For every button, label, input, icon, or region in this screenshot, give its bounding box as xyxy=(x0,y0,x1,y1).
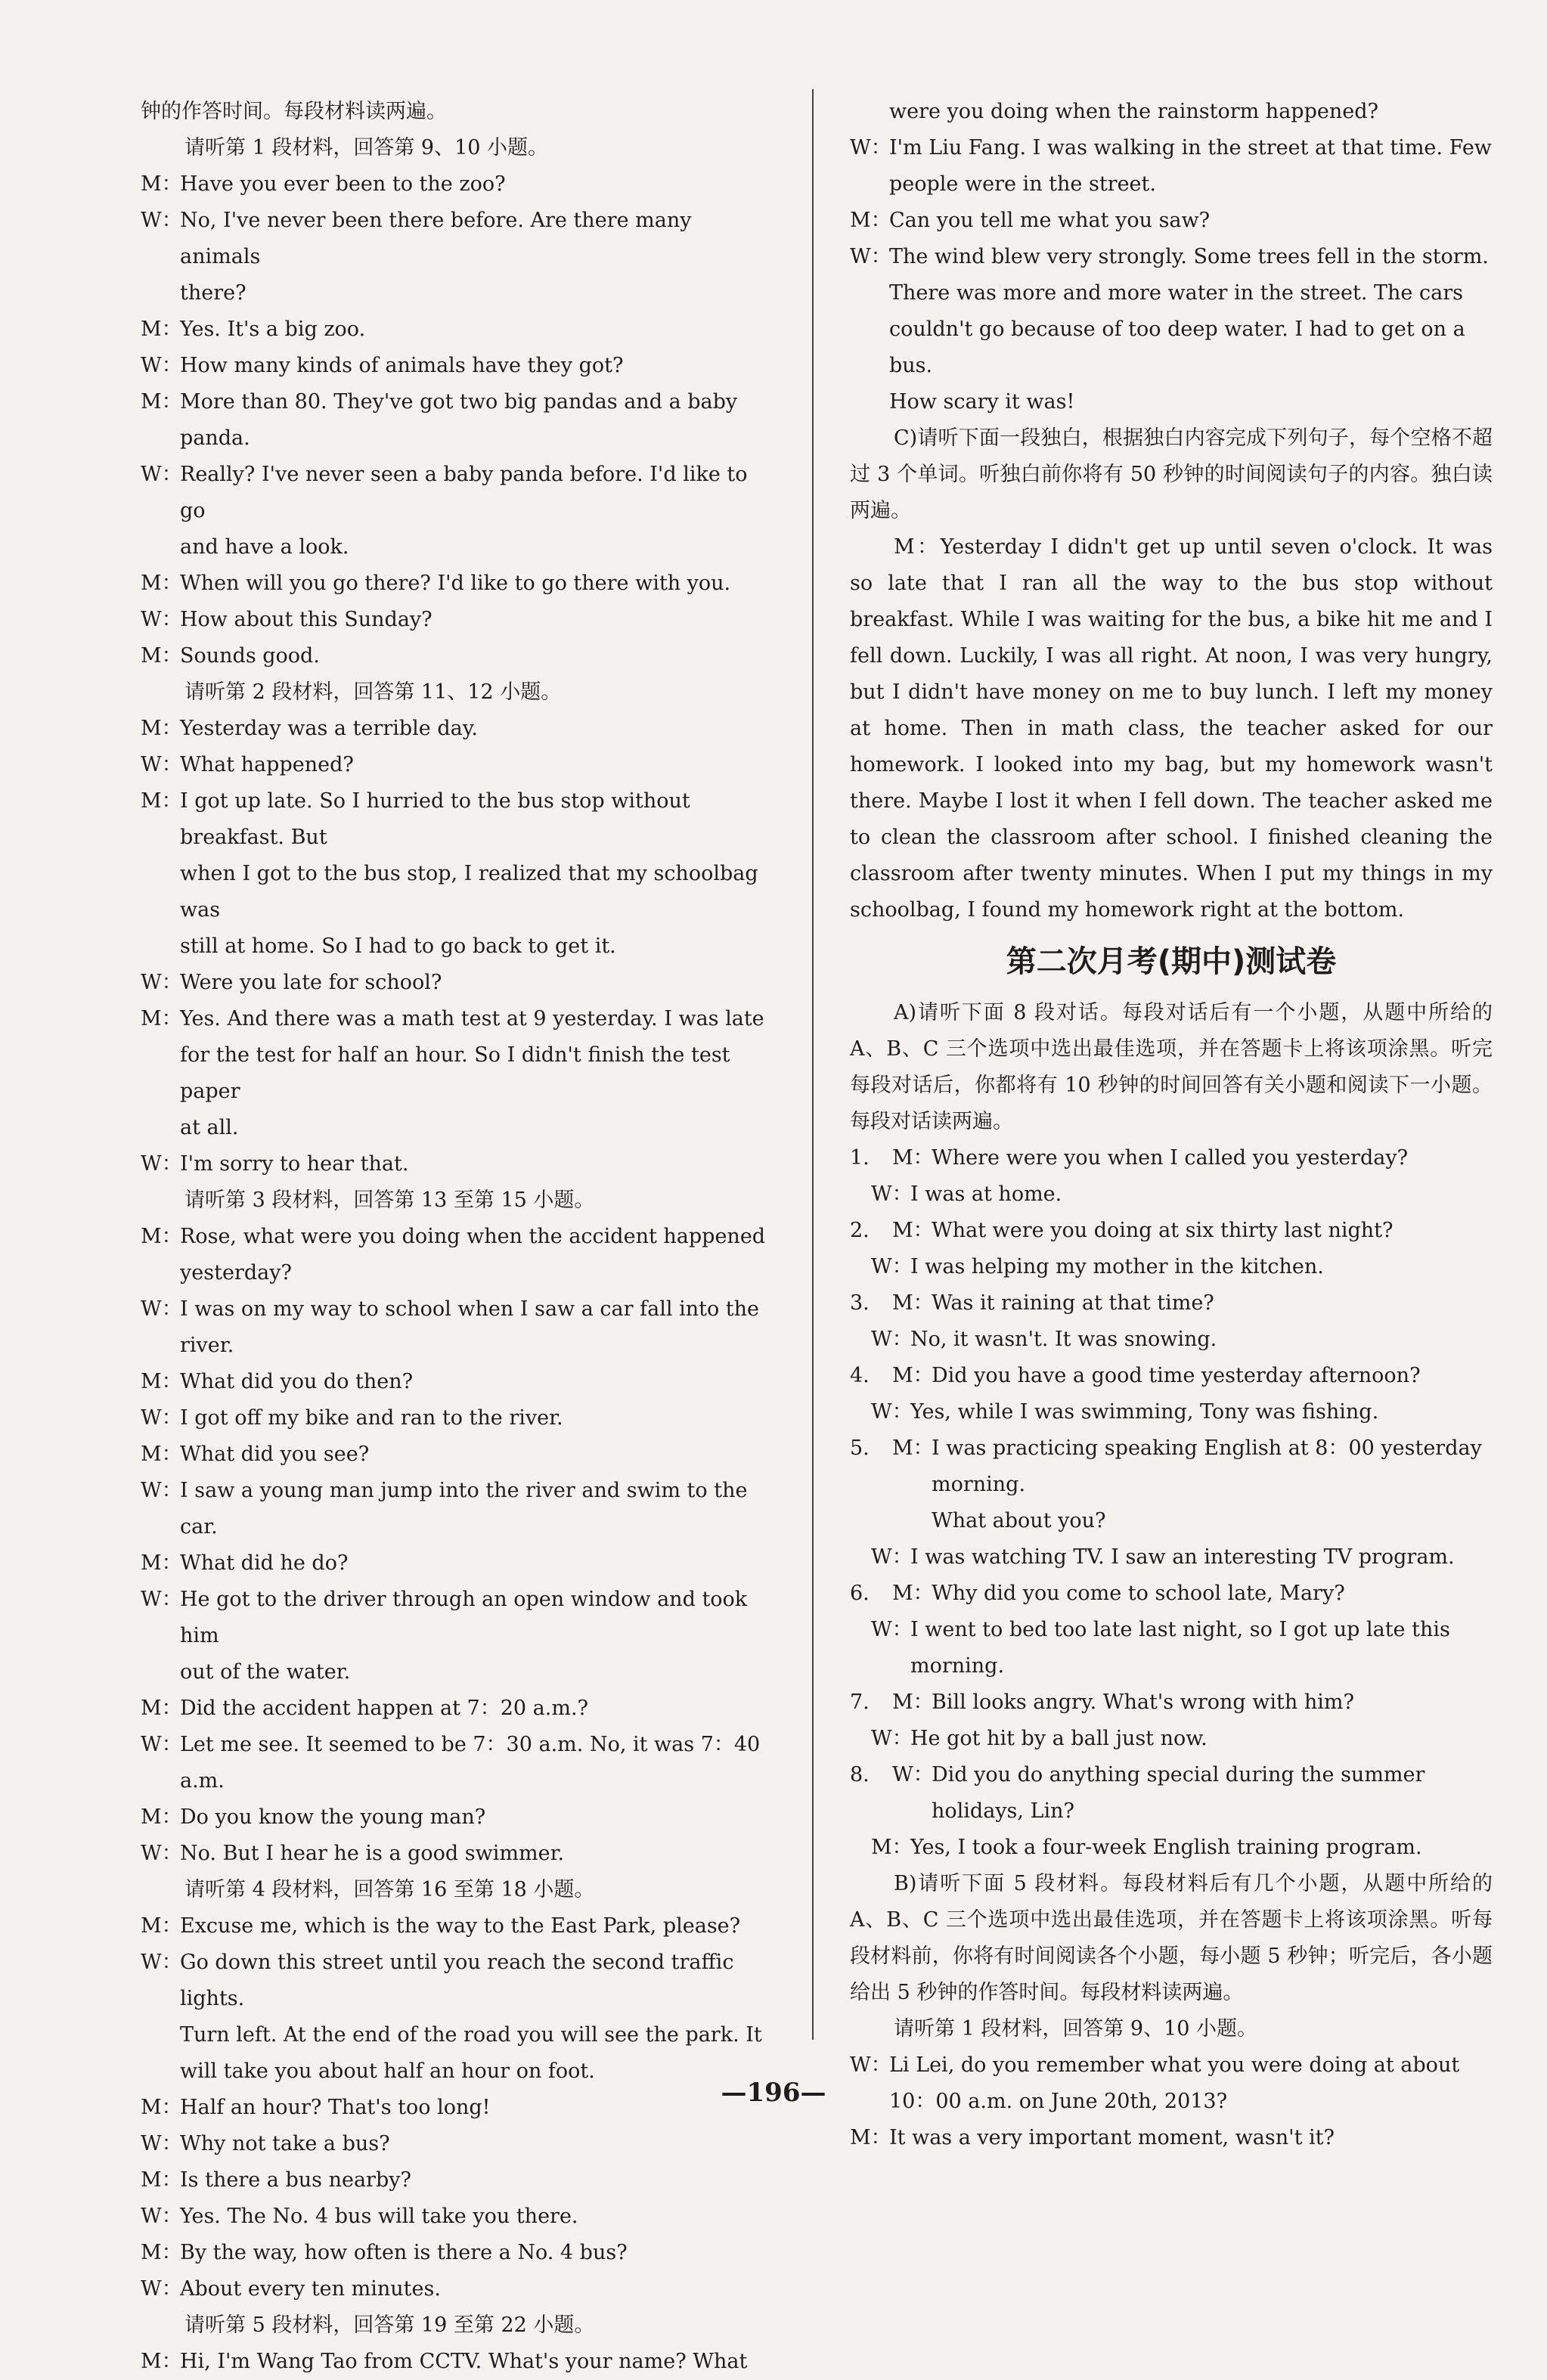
utterance-text: By the way, how often is there a No. 4 bus? xyxy=(180,2241,628,2264)
dialogue-line xyxy=(141,747,776,783)
dialogue-line xyxy=(141,1110,776,1146)
speaker-label xyxy=(141,1110,180,1146)
question-number: 4. xyxy=(850,1364,870,1387)
utterance-text: people were in the street. xyxy=(889,172,1156,196)
dialogue-line xyxy=(850,239,1493,275)
utterance-text: What were you doing at six thirty last night? xyxy=(932,1219,1394,1242)
dialogue-line xyxy=(141,2344,776,2380)
question-number: 7. xyxy=(850,1690,870,1714)
speaker-label: M： xyxy=(892,1219,934,1242)
speaker-label xyxy=(850,275,889,311)
dialogue-line xyxy=(141,1436,776,1473)
dialogue-line xyxy=(141,1473,776,1545)
utterance-text: I got up late. So I hurried to the bus stop without breakfast. But xyxy=(180,789,690,849)
speaker-label: M： xyxy=(141,644,182,668)
question-line xyxy=(850,1684,1493,1721)
speaker-label: W： xyxy=(141,2205,182,2228)
speaker-label: M： xyxy=(892,1690,934,1714)
dialogue-line xyxy=(141,420,776,457)
dialogue-line xyxy=(141,1908,776,1945)
speaker-label: M： xyxy=(141,789,182,813)
speaker-label: M： xyxy=(141,1697,182,1720)
question-line xyxy=(850,1576,1493,1612)
answer-line xyxy=(850,1322,1493,1358)
utterance-text: there? xyxy=(180,281,246,305)
utterance-text: when I got to the bus stop, I realized that my schoolbag was xyxy=(180,862,758,922)
dialogue-line xyxy=(141,1219,776,1255)
speaker-label: M： xyxy=(141,717,182,740)
speaker-label: M： xyxy=(141,572,182,595)
speaker-label: W： xyxy=(871,1255,913,1278)
speaker-label: M： xyxy=(892,1582,934,1605)
dialogue-line xyxy=(141,1146,776,1182)
dialogue-line xyxy=(850,275,1493,311)
dialogue-line xyxy=(141,1364,776,1400)
speaker-label xyxy=(141,420,180,457)
dialogue-line xyxy=(141,348,776,384)
utterance-text: yesterday? xyxy=(180,1261,292,1285)
question-number: 5. xyxy=(850,1436,870,1460)
right-column xyxy=(850,94,1493,2156)
test-title: 第二次月考(期中)测试卷 xyxy=(1006,944,1337,979)
utterance-text: Yes, while I was swimming, Tony was fishing. xyxy=(910,1400,1379,1424)
utterance-text: What did you see? xyxy=(180,1443,370,1466)
utterance-text: Yes. And there was a math test at 9 yesterday. I was late xyxy=(180,1007,764,1030)
utterance-text: Can you tell me what you saw? xyxy=(889,209,1211,232)
dialogue-line xyxy=(141,2162,776,2199)
speaker-label: W： xyxy=(141,1951,182,1974)
spacer xyxy=(892,1503,932,1539)
utterance-text: Yesterday was a terrible day. xyxy=(180,717,478,740)
utterance-text: Turn left. At the end of the road you will see the park. It xyxy=(180,2023,762,2047)
utterance-text: Yes. The No. 4 bus will take you there. xyxy=(180,2205,578,2228)
section-c-instruction: C)请听下面一段独白，根据独白内容完成下列句子，每个空格不超过 3 个单词。听独白前你将有 50 秒钟的时间阅读句子的内容。独白读两遍。 xyxy=(850,426,1493,522)
speaker-label: M： xyxy=(850,2126,891,2149)
speaker-label: W： xyxy=(871,1727,913,1750)
speaker-label: M： xyxy=(141,1370,182,1393)
listening-head: 请听第 5 段材料，回答第 19 至第 22 小题。 xyxy=(184,2313,595,2337)
dialogue-line xyxy=(141,1400,776,1436)
dialogue-line xyxy=(141,2199,776,2235)
speaker-label: W： xyxy=(141,971,182,994)
speaker-label: M： xyxy=(141,2241,182,2264)
utterance-text: I was watching TV. I saw an interesting TV program. xyxy=(910,1545,1455,1569)
speaker-label xyxy=(850,94,889,130)
utterance-text: What did you do then? xyxy=(180,1370,414,1393)
utterance-text: panda. xyxy=(180,426,250,450)
speaker-label: M： xyxy=(892,1436,934,1460)
speaker-label: W： xyxy=(141,209,182,232)
listening-head: 请听第 1 段材料，回答第 9、10 小题。 xyxy=(184,136,549,160)
speaker-label: W： xyxy=(141,608,182,631)
dialogue-line xyxy=(141,1255,776,1291)
utterance-text: It was a very important moment, wasn't it? xyxy=(889,2126,1335,2149)
speaker-label: M： xyxy=(141,172,182,196)
dialogue-line xyxy=(850,203,1493,239)
speaker-label: W： xyxy=(850,136,891,160)
utterance-text: No, I've never been there before. Are there many animals xyxy=(180,209,692,268)
utterance-text: Hi, I'm Wang Tao from CCTV. What's your name? What xyxy=(180,2350,748,2373)
utterance-text: Sounds good. xyxy=(180,644,320,668)
dialogue-line xyxy=(141,566,776,602)
speaker-label xyxy=(141,1654,180,1690)
answer-line xyxy=(850,1612,1493,1648)
speaker-label: W： xyxy=(871,1182,913,1206)
dialogue-line xyxy=(141,783,776,856)
utterance-text: I'm sorry to hear that. xyxy=(180,1152,409,1176)
speaker-label: M： xyxy=(141,1551,182,1575)
speaker-label: W： xyxy=(141,1479,182,1502)
right-top-dialogue xyxy=(850,94,1493,420)
question-number: 6. xyxy=(850,1582,870,1605)
dialogue-line xyxy=(141,965,776,1001)
dialogue-line xyxy=(850,2120,1493,2156)
speaker-label xyxy=(141,275,180,311)
utterance-text: Rose, what were you doing when the accident happened xyxy=(180,1225,766,1248)
speaker-label: M： xyxy=(850,209,891,232)
utterance-text: I was on my way to school when I saw a car fall into the xyxy=(180,1297,759,1321)
utterance-text: I was at home. xyxy=(910,1182,1062,1206)
answer-line xyxy=(850,1830,1493,1866)
answer-line xyxy=(850,1648,1493,1684)
speaker-label: W： xyxy=(871,1618,913,1641)
utterance-text: How many kinds of animals have they got? xyxy=(180,354,624,377)
utterance-text: at all. xyxy=(180,1116,239,1139)
utterance-text: Really? I've never seen a baby panda before. I'd like to go xyxy=(180,463,748,522)
utterance-text: The wind blew very strongly. Some trees fell in the storm. xyxy=(889,245,1489,268)
utterance-text: I was practicing speaking English at 8：00 yesterday morning. xyxy=(932,1436,1482,1496)
utterance-text: No. But I hear he is a good swimmer. xyxy=(180,1842,565,1865)
speaker-label: M： xyxy=(141,1225,182,1248)
utterance-text: What happened? xyxy=(180,753,354,776)
left-blocks xyxy=(141,130,776,2380)
utterance-text: I got off my bike and ran to the river. xyxy=(180,1406,563,1430)
utterance-text: What about you? xyxy=(932,1509,1106,1532)
dialogue-line xyxy=(141,2235,776,2271)
dialogue-line xyxy=(141,166,776,203)
utterance-text: were you doing when the rainstorm happened? xyxy=(889,100,1378,123)
utterance-text: Half an hour? That's too long! xyxy=(180,2096,491,2119)
dialogue-line xyxy=(141,711,776,747)
utterance-text: Bill looks angry. What's wrong with him? xyxy=(932,1690,1354,1714)
question-line-cont xyxy=(850,1503,1493,1539)
dialogue-line xyxy=(141,275,776,311)
speaker-label xyxy=(141,856,180,928)
utterance-text: I'm Liu Fang. I was walking in the street at that time. Few xyxy=(889,136,1492,160)
utterance-text: Excuse me, which is the way to the East Park, please? xyxy=(180,1914,741,1938)
utterance-text: Did the accident happen at 7：20 a.m.? xyxy=(180,1697,588,1720)
speaker-label xyxy=(141,529,180,566)
section-a-instruction: A)请听下面 8 段对话。每段对话后有一个小题，从题中所给的 A、B、C 三个选项中选出最佳选项，并在答题卡上将该项涂黑。听完每段对话后，你都将有 10 秒钟的时间回答有关小题和阅读下一小题。每段对话读两遍。 xyxy=(850,1001,1493,1133)
speaker-label xyxy=(141,1328,180,1364)
utterance-text: Have you ever been to the zoo? xyxy=(180,172,506,196)
speaker-label: M： xyxy=(892,1146,934,1170)
utterance-text: for the test for half an hour. So I didn't finish the test paper xyxy=(180,1043,730,1103)
column-divider xyxy=(812,89,814,2040)
answer-line xyxy=(850,1176,1493,1213)
monologue-text: M：Yesterday I didn't get up until seven o'clock. It was so late that I ran all the way to the bus stop without breakfast. While I was waiting for the bus, a bike hit me and I fell down. Luckily, I was all right. At noon, I was very hungry, but I didn't have money on me to buy lunch. I left my money at home. Then in math class, the teacher asked for our homework. I looked into my bag, but my homework wasn't there. Maybe I lost it when I fell down. The teacher asked me to clean the classroom after school. I finished cleaning the classroom after twenty minutes. When I put my things in my schoolbag, I found my homework right at the bottom. xyxy=(850,535,1493,922)
dialogue-line xyxy=(141,1001,776,1037)
utterance-text: Did you do anything special during the summer holidays, Lin? xyxy=(932,1763,1425,1823)
speaker-label: M： xyxy=(141,1805,182,1829)
utterance-text: What did he do? xyxy=(180,1551,349,1575)
dialogue-line xyxy=(141,2017,776,2053)
dialogue-line xyxy=(141,1836,776,1872)
question-number: 8. xyxy=(850,1763,870,1787)
utterance-text: Why not take a bus? xyxy=(180,2132,390,2155)
dialogue-line xyxy=(850,130,1493,166)
utterance-text: Let me see. It seemed to be 7：30 a.m. No, it was 7：40 a.m. xyxy=(180,1733,761,1793)
spacer xyxy=(850,1503,892,1539)
question-line xyxy=(850,1285,1493,1322)
dialogue-line xyxy=(141,1799,776,1836)
dialogue-line xyxy=(850,94,1493,130)
speaker-label: W： xyxy=(141,1297,182,1321)
speaker-label: M： xyxy=(871,1836,913,1859)
utterance-text: More than 80. They've got two big pandas and a baby xyxy=(180,390,738,414)
dialogue-line xyxy=(141,2271,776,2307)
question-line xyxy=(850,1430,1493,1503)
question-number: 2. xyxy=(850,1219,870,1242)
speaker-label: W： xyxy=(141,1842,182,1865)
dialogue-line xyxy=(141,638,776,674)
speaker-label: M： xyxy=(141,2096,182,2119)
listening-head: 请听第 2 段材料，回答第 11、12 小题。 xyxy=(184,680,562,704)
dialogue-line xyxy=(850,311,1493,384)
utterance-text: river. xyxy=(180,1334,234,1357)
question-line xyxy=(850,1358,1493,1394)
listening-head: 请听第 4 段材料，回答第 16 至第 18 小题。 xyxy=(184,1878,595,1901)
dialogue-line xyxy=(141,457,776,529)
speaker-label: M： xyxy=(141,2168,182,2192)
listening-head: 请听第 3 段材料，回答第 13 至第 15 小题。 xyxy=(184,1188,595,1212)
speaker-label xyxy=(850,166,889,203)
utterance-text: Yes. It's a big zoo. xyxy=(180,318,366,341)
speaker-label: W： xyxy=(141,1733,182,1756)
utterance-text: and have a look. xyxy=(180,535,349,559)
utterance-text: About every ten minutes. xyxy=(180,2277,441,2301)
utterance-text: I went to bed too late last night, so I got up late this xyxy=(910,1618,1450,1641)
speaker-label: W： xyxy=(141,2132,182,2155)
speaker-label: M： xyxy=(892,1364,934,1387)
dialogue-line xyxy=(141,529,776,566)
utterance-text: Go down this street until you reach the second traffic lights. xyxy=(180,1951,734,2010)
speaker-label: W： xyxy=(141,2277,182,2301)
dialogue-line xyxy=(141,1037,776,1110)
utterance-text: How scary it was! xyxy=(889,390,1075,414)
speaker-label xyxy=(850,384,889,420)
utterance-text: I saw a young man jump into the river and swim to the car. xyxy=(180,1479,748,1539)
speaker-label: W： xyxy=(141,1152,182,1176)
speaker-label: W： xyxy=(892,1763,934,1787)
answer-line xyxy=(850,1721,1493,1757)
speaker-label: M： xyxy=(141,1443,182,1466)
dialogue-line xyxy=(141,203,776,275)
speaker-label: M： xyxy=(141,390,182,414)
answer-line xyxy=(850,1394,1493,1430)
speaker-label xyxy=(141,1037,180,1110)
dialogue-line xyxy=(141,1582,776,1654)
speaker-label xyxy=(141,1255,180,1291)
speaker-label: M： xyxy=(141,318,182,341)
speaker-label: M： xyxy=(141,2350,182,2373)
utterance-text: Why did you come to school late, Mary? xyxy=(932,1582,1345,1605)
speaker-label xyxy=(871,1648,910,1684)
utterance-text: morning. xyxy=(910,1654,1005,1678)
speaker-label: W： xyxy=(141,354,182,377)
intro-line: 钟的作答时间。每段材料读两遍。 xyxy=(141,100,447,123)
page-number: —196— xyxy=(721,2078,826,2108)
speaker-label: W： xyxy=(850,245,891,268)
section-b-instruction: B)请听下面 5 段材料。每段材料后有几个小题，从题中所给的 A、B、C 三个选项中选出最佳选项，并在答题卡上将该项涂黑。听每段材料前，你将有时间阅读各个小题，每小题 5 秒钟；听完后，各小题给出 5 秒钟的作答时间。每段材料读两遍。 xyxy=(850,1872,1493,2004)
dialogue-line xyxy=(141,1328,776,1364)
utterance-text: Were you late for school? xyxy=(180,971,442,994)
dialogue-line xyxy=(141,1945,776,2017)
utterance-text: still at home. So I had to go back to get it. xyxy=(180,934,616,958)
dialogue-line xyxy=(141,1654,776,1690)
utterance-text: When will you go there? I'd like to go there with you. xyxy=(180,572,731,595)
answer-line xyxy=(850,1249,1493,1285)
speaker-label xyxy=(850,311,889,384)
utterance-text: Is there a bus nearby? xyxy=(180,2168,411,2192)
question-line xyxy=(850,1213,1493,1249)
dialogue-line xyxy=(141,602,776,638)
utterance-text: How about this Sunday? xyxy=(180,608,432,631)
utterance-text: Where were you when I called you yesterday? xyxy=(932,1146,1409,1170)
speaker-label: W： xyxy=(141,463,182,486)
section-b-head-1: 请听第 1 段材料，回答第 9、10 小题。 xyxy=(894,2017,1258,2041)
speaker-label: M： xyxy=(141,1007,182,1030)
utterance-text: Yes, I took a four-week English training program. xyxy=(910,1836,1422,1859)
answer-line xyxy=(850,1539,1493,1576)
question-number: 3. xyxy=(850,1291,870,1315)
speaker-label: W： xyxy=(871,1545,913,1569)
utterance-text: I was helping my mother in the kitchen. xyxy=(910,1255,1324,1278)
dialogue-line xyxy=(141,928,776,965)
dialogue-line xyxy=(141,1545,776,1582)
dialogue-line xyxy=(141,311,776,348)
utterance-text: Li Lei, do you remember what you were doing at about xyxy=(889,2053,1460,2077)
utterance-text: 10：00 a.m. on June 20th, 2013? xyxy=(889,2090,1228,2113)
speaker-label: W： xyxy=(141,1406,182,1430)
dialogue-line xyxy=(850,166,1493,203)
speaker-label xyxy=(141,2017,180,2053)
dialogue-line xyxy=(141,1727,776,1799)
utterance-text: Did you have a good time yesterday afternoon? xyxy=(932,1364,1421,1387)
speaker-label: W： xyxy=(141,753,182,776)
speaker-label: W： xyxy=(850,2053,891,2077)
left-column xyxy=(141,94,776,2380)
speaker-label: W： xyxy=(141,1588,182,1611)
utterance-text: There was more and more water in the street. The cars xyxy=(889,281,1463,305)
dialogue-line xyxy=(141,856,776,928)
dialogue-line xyxy=(141,1291,776,1328)
speaker-label: W： xyxy=(871,1400,913,1424)
utterance-text: out of the water. xyxy=(180,1660,351,1684)
question-number: 1. xyxy=(850,1146,870,1170)
dialogue-line xyxy=(850,384,1493,420)
utterance-text: will take you about half an hour on foot. xyxy=(180,2059,595,2083)
speaker-label: M： xyxy=(892,1291,934,1315)
utterance-text: Was it raining at that time? xyxy=(932,1291,1214,1315)
speaker-label xyxy=(141,928,180,965)
dialogue-line xyxy=(141,384,776,420)
speaker-label: M： xyxy=(141,1914,182,1938)
dialogue-line xyxy=(141,1690,776,1727)
utterance-text: No, it wasn't. It was snowing. xyxy=(910,1328,1217,1351)
question-line xyxy=(850,1757,1493,1830)
utterance-text: Do you know the young man? xyxy=(180,1805,486,1829)
utterance-text: couldn't go because of too deep water. I had to get on a bus. xyxy=(889,318,1465,377)
utterance-text: He got hit by a ball just now. xyxy=(910,1727,1208,1750)
dialogue-items xyxy=(850,1140,1493,1866)
dialogue-line xyxy=(141,2126,776,2162)
question-line xyxy=(850,1140,1493,1176)
utterance-text: He got to the driver through an open window and took him xyxy=(180,1588,748,1647)
speaker-label: W： xyxy=(871,1328,913,1351)
